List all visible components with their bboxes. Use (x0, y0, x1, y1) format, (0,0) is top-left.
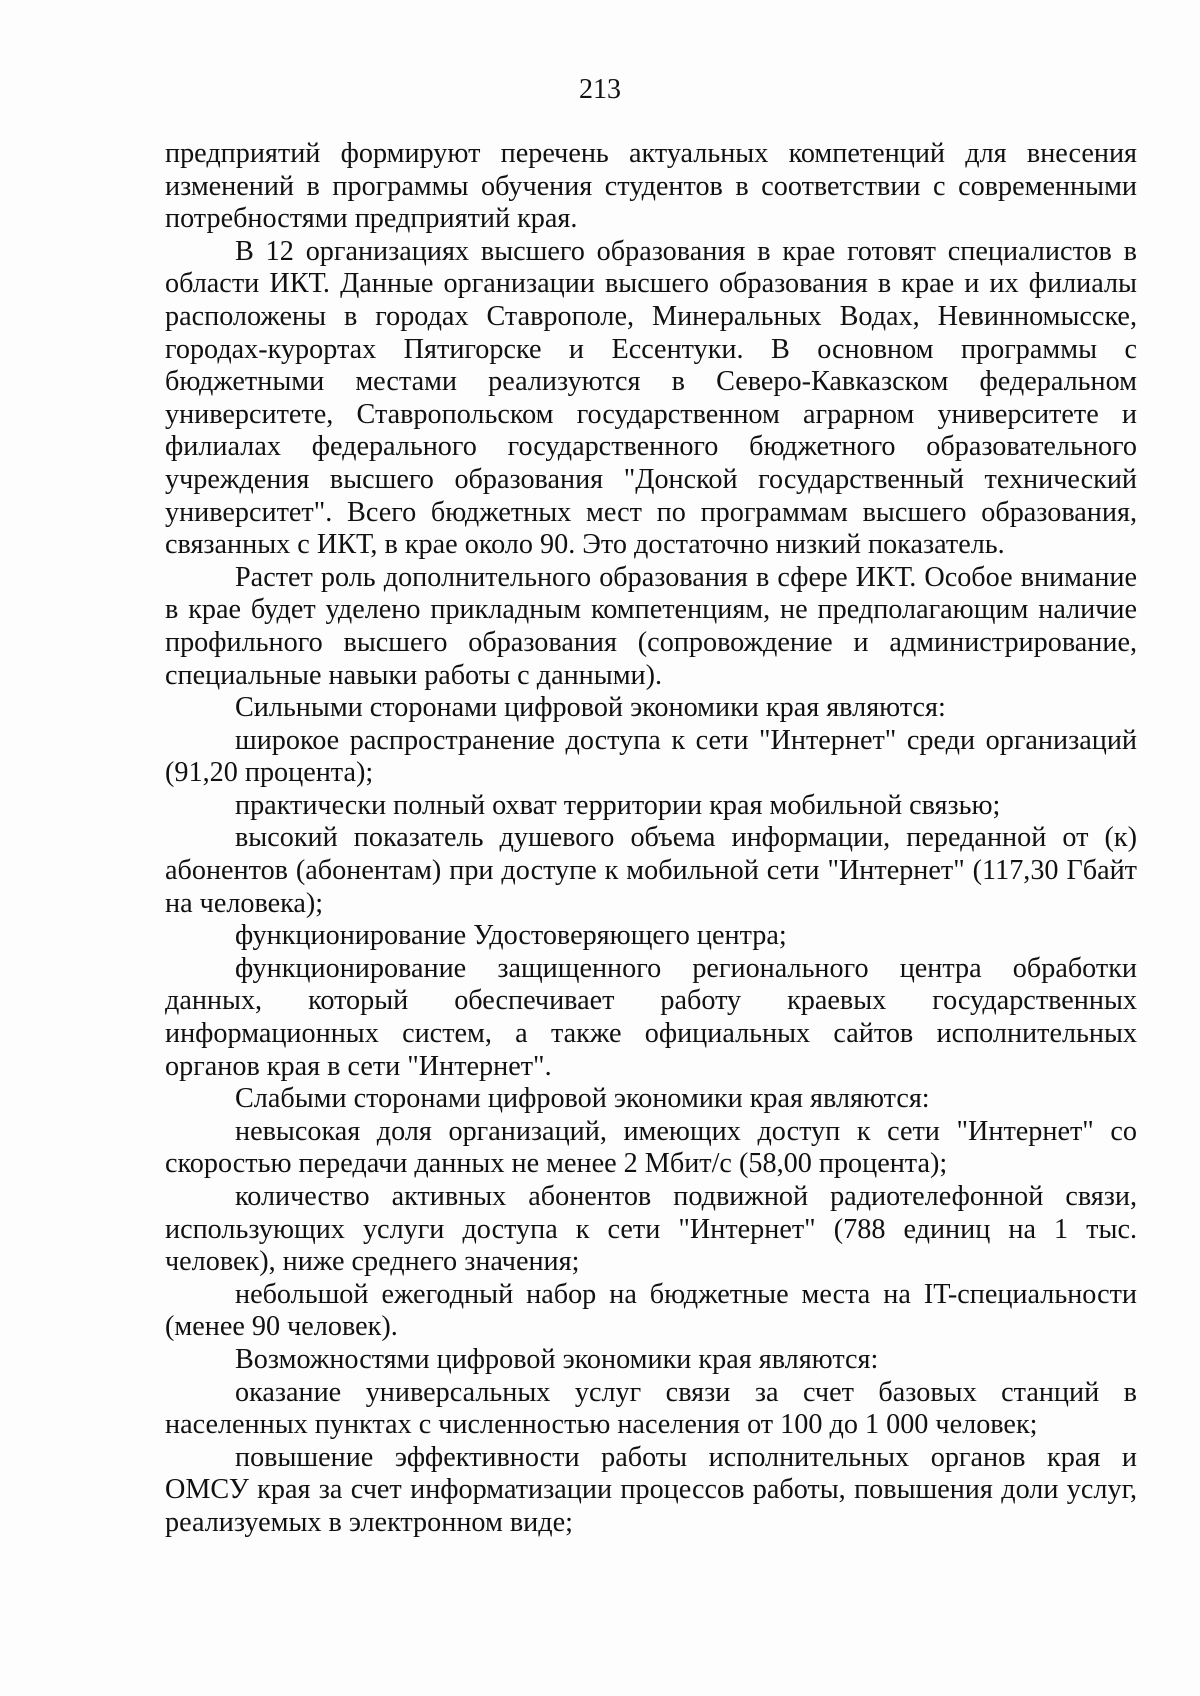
paragraph: функционирование Удостоверяющего центра; (235, 920, 787, 952)
paragraph: повышение эффективности работы исполнительных органов края и ОМСУ края за счет информатизации процессов работы, повышения доли услуг, реализуемых в электронном виде; (165, 1441, 1137, 1538)
paragraph: количество активных абонентов подвижной радиотелефонной связи, использующих услуги доступа к сети "Интернет" (788 единиц на 1 тыс. человек), ниже среднего значения; (165, 1181, 1137, 1278)
paragraph: функционирование защищенного регионального центра обработки данных, который обеспечивает работу краевых государственных информационных систем, а также официальных сайтов исполнительных органов края в сети "Интернет". (165, 952, 1137, 1082)
paragraph: высокий показатель душевого объема информации, переданной от (к) абонентов (абонентам) при доступе к мобильной сети "Интернет" (117,30 Гбайт на человека); (165, 822, 1137, 919)
paragraph: невысокая доля организаций, имеющих доступ к сети "Интернет" со скоростью передачи данных не менее 2 Мбит/с (58,00 процента); (165, 1115, 1137, 1180)
page-number: 213 (579, 74, 621, 105)
paragraph: Возможностями цифровой экономики края являются: (235, 1343, 879, 1375)
paragraph: Растет роль дополнительного образования в сфере ИКТ. Особое внимание в крае будет уделено прикладным компетенциям, не предполагающим наличие профильного высшего образования (сопровождение и администрирование, специальные навыки работы с данными). (165, 561, 1137, 691)
paragraph: широкое распространение доступа к сети "Интернет" среди организаций (91,20 процента); (165, 724, 1137, 789)
paragraph: предприятий формируют перечень актуальных компетенций для внесения изменений в программы обучения студентов в соответствии с современными потребностями предприятий края. (165, 138, 1137, 235)
paragraph: Сильными сторонами цифровой экономики края являются: (235, 692, 946, 724)
paragraph: Слабыми сторонами цифровой экономики края являются: (235, 1083, 930, 1115)
body-text (165, 138, 1137, 1540)
paragraph: практически полный охват территории края мобильной связью; (235, 789, 1001, 821)
paragraph: В 12 организациях высшего образования в крае готовят специалистов в области ИКТ. Данные организации высшего образования в крае и их филиалы расположены в городах Ставрополе, Минеральных Водах, Невинномысске, городах-курортах Пятигорске и Ессентуки. В основном программы с бюджетными местами реализуются в Северо-Кавказском федеральном университете, Ставропольском государственном аграрном университете и филиалах федерального государственного бюджетного образовательного учреждения высшего образования "Донской государственный технический университет". Всего бюджетных мест по программам высшего образования, связанных с ИКТ, в крае около 90. Это достаточно низкий показатель. (165, 235, 1137, 561)
paragraph: оказание универсальных услуг связи за счет базовых станций в населенных пунктах с численностью населения от 100 до 1 000 человек; (165, 1376, 1137, 1441)
paragraph: небольшой ежегодный набор на бюджетные места на IT-специальности (менее 90 человек). (165, 1278, 1137, 1343)
